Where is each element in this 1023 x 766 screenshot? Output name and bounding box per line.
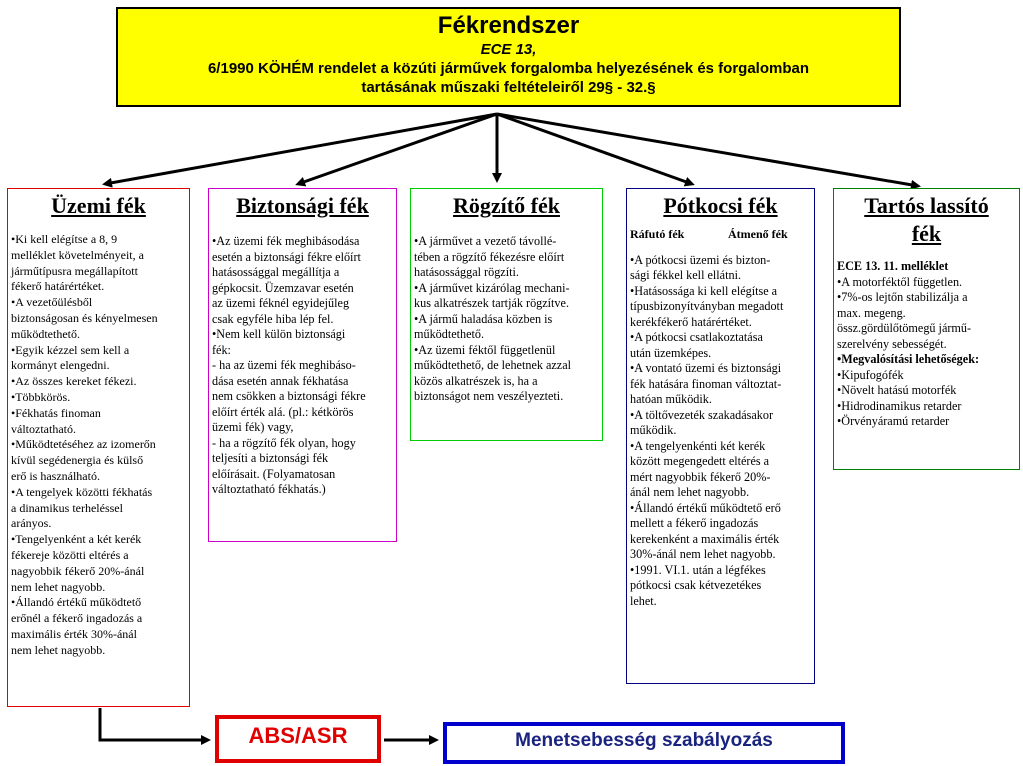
text-line: •Többkörös. [11, 389, 71, 404]
box-title-tartos-line2: fék [911, 221, 942, 246]
text-line: kormányt elengedni. [11, 358, 110, 373]
text-line: •A pótkocsi üzemi és bizton- [630, 252, 771, 267]
text-line: csak egyféle hiba lép fel. [212, 311, 334, 326]
text-line: nem lehet nagyobb. [11, 579, 106, 594]
box-title-biztonsagi: Biztonsági fék [236, 193, 369, 218]
text-line: biztonságot nem veszélyezteti. [414, 389, 564, 403]
text-line: •A töltővezeték szakadásakor [630, 407, 774, 422]
box-uzemi-fek [7, 188, 190, 707]
text-line: •Örvényáramú retarder [837, 414, 950, 428]
regulation-line-2: tartásának műszaki feltételeiről 29§ - 32.§ [361, 79, 656, 96]
text-line: •A tengelyenkénti két kerék [630, 438, 766, 453]
text-line: kus alkatrészek tartják rögzítve. [414, 296, 569, 310]
text-line: mellett a fékerő ingadozás [630, 516, 759, 530]
abs-asr-box [215, 715, 381, 763]
text-line: •A járművet a vezető távollé- [414, 234, 557, 248]
subtype-row [630, 227, 810, 243]
text-line: működtethető. [414, 327, 485, 341]
text-line: nem csökken a biztonsági fékre [212, 389, 366, 403]
text-line: •Az üzemi féktől függetlenül [414, 342, 556, 357]
text-line: fék hatására finoman változtat- [630, 376, 782, 391]
arrow-to-tartos [497, 114, 918, 186]
text-line: •Állandó értékű működtető [11, 595, 142, 610]
text-line: erő is használható. [11, 468, 100, 483]
text-line: - ha az üzemi fék meghibáso- [212, 358, 356, 372]
realization-heading: •Megvalósítási lehetőségek: [837, 352, 980, 366]
text-line: fékereje közötti eltérés a [11, 547, 129, 562]
text-line: nagyobbik fékerő 20%-ánál [11, 563, 145, 578]
text-line: hatásossággal megállítja a [212, 265, 340, 279]
text-line: az üzemi féknél egyidejűleg [212, 296, 350, 310]
text-line: •Egyik kézzel sem kell a [11, 342, 130, 357]
text-line: •Kipufogófék [837, 367, 904, 382]
text-line: •A jármű haladása közben is [414, 311, 553, 326]
text-line: esetén a biztonsági fékre előírt [212, 249, 361, 264]
text-line: •Nem kell külön biztonsági [212, 327, 346, 341]
subtype-rafuto: Ráfutó fék [630, 227, 685, 241]
text-line: •Az összes kereket fékezi. [11, 374, 137, 389]
text-line: •A járművet kizárólag mechani- [414, 280, 570, 295]
text-line: mért nagyobbik fékerő 20%- [630, 469, 771, 484]
abs-asr-label: ABS/ASR [248, 723, 348, 748]
text-line: •A vontató üzemi és biztonsági [630, 361, 782, 375]
text-line: kívül segédenergia és külső [11, 453, 144, 468]
text-line: sági fékkel kell ellátni. [630, 268, 742, 282]
text-line: •Működtetéséhez az izomerőn [11, 437, 156, 452]
text-line: melléklet követelményeit, a [11, 247, 144, 262]
box-title-tartos-line1: Tartós lassító [864, 193, 989, 218]
text-line: működtethető, de lehetnek azzal [414, 358, 572, 372]
text-line: a dinamikus terheléssel [11, 500, 123, 515]
diagram-title: Fékrendszer [437, 12, 580, 39]
text-line: üzemi fék) vagy, [212, 420, 294, 434]
text-line: arányos. [11, 516, 52, 531]
text-line: biztonságosan és kényelmesen [11, 310, 158, 325]
text-line: nem lehet nagyobb. [11, 642, 106, 657]
box-potkocsi-fek [626, 188, 815, 684]
cruise-control-box [443, 722, 845, 764]
diagram-subtitle: ECE 13, [480, 41, 537, 58]
text-line: •A vezetőülésből [11, 295, 93, 310]
text-line: •A tengelyek közötti fékhatás [11, 484, 153, 499]
text-line: erőnél a fékerő ingadozás a [11, 611, 143, 626]
text-line: - ha a rögzítő fék olyan, hogy [212, 435, 356, 450]
text-line: előírásait. (Folyamatosan [212, 466, 336, 481]
text-line: •Ki kell elégítse a 8, 9 [11, 232, 118, 246]
text-line: gépkocsit. Üzemzavar esetén [212, 280, 354, 295]
arrow-to-potkocsi [497, 114, 692, 184]
text-line: hatásossággal rögzíti. [414, 265, 519, 279]
box-title-potkocsi: Pótkocsi fék [663, 193, 778, 218]
text-line: •A motorféktől független. [837, 274, 963, 289]
text-line: ánál nem lehet nagyobb. [630, 485, 750, 499]
text-line: fék: [212, 342, 231, 357]
text-line: •Hidrodinamikus retarder [837, 398, 962, 413]
box-rogzito-fek [410, 188, 603, 441]
arrow-to-abs [100, 708, 208, 740]
text-line: •1991. VI.1. után a légfékes [630, 562, 766, 577]
text-line: •Hatásossága ki kell elégítse a [630, 283, 778, 298]
text-line: 30%-ánál nem lehet nagyobb. [630, 547, 776, 561]
ece-reference: ECE 13. 11. melléklet [837, 259, 949, 273]
cruise-control-label: Menetsebesség szabályozás [515, 730, 773, 751]
text-line: után üzemképes. [630, 345, 712, 360]
text-line: •7%-os lejtőn stabilizálja a [837, 290, 968, 304]
text-line: pótkocsi csak kétvezetékes [630, 578, 762, 592]
subtype-atmeno: Átmenő fék [728, 227, 788, 241]
text-line: lehet. [630, 593, 657, 608]
text-line: •Növelt hatású motorfék [837, 383, 957, 397]
box-title-uzemi: Üzemi fék [51, 193, 146, 218]
text-line: •A pótkocsi csatlakoztatása [630, 330, 763, 344]
arrow-to-uzemi [105, 114, 497, 184]
text-line: össz.gördülőtömegű jármű- [837, 321, 972, 335]
box-tartos-lassito-fek [833, 188, 1020, 470]
text-line: kerekenként a maximális érték [630, 531, 780, 546]
box-biztonsagi-fek [208, 188, 397, 542]
text-line: max. megeng. [837, 305, 906, 320]
text-line: közös alkatrészek is, ha a [414, 373, 538, 388]
text-line: járműtípusra megállapított [11, 263, 138, 278]
text-line: változtatható fékhatás.) [212, 482, 326, 496]
regulation-line-1: 6/1990 KÖHÉM rendelet a közúti járművek forgalomba helyezésének és forgalomban [207, 60, 810, 77]
text-line: •Tengelyenként a két kerék [11, 532, 142, 547]
text-line: tében a rögzítő fékezésre előírt [414, 249, 565, 264]
text-line: típusbizonyítványban megadott [630, 299, 784, 313]
text-line: működik. [630, 423, 677, 437]
text-line: maximális érték 30%-ánál [11, 626, 137, 641]
text-line: teljesíti a biztonsági fék [212, 451, 329, 465]
text-line: változtatható. [11, 421, 76, 436]
text-line: kerékfékerő határértéket. [630, 314, 752, 329]
text-line: között megengedett eltérés a [630, 454, 770, 468]
text-line: •Állandó értékű működtető erő [630, 500, 781, 515]
text-line: fékerő határértéket. [11, 279, 105, 294]
text-line: előírt érték alá. (pl.: kétkörös [212, 404, 354, 419]
text-line: működtethető. [11, 326, 80, 341]
text-line: •Fékhatás finoman [11, 405, 101, 420]
arrow-to-biztonsagi [298, 114, 497, 184]
text-line: dása esetén annak fékhatása [212, 373, 349, 388]
text-line: hatóan működik. [630, 392, 712, 406]
text-line: •Az üzemi fék meghibásodása [212, 234, 360, 248]
box-title-rogzito: Rögzítő fék [453, 193, 560, 218]
text-line: szerelvény sebességét. [837, 336, 947, 351]
